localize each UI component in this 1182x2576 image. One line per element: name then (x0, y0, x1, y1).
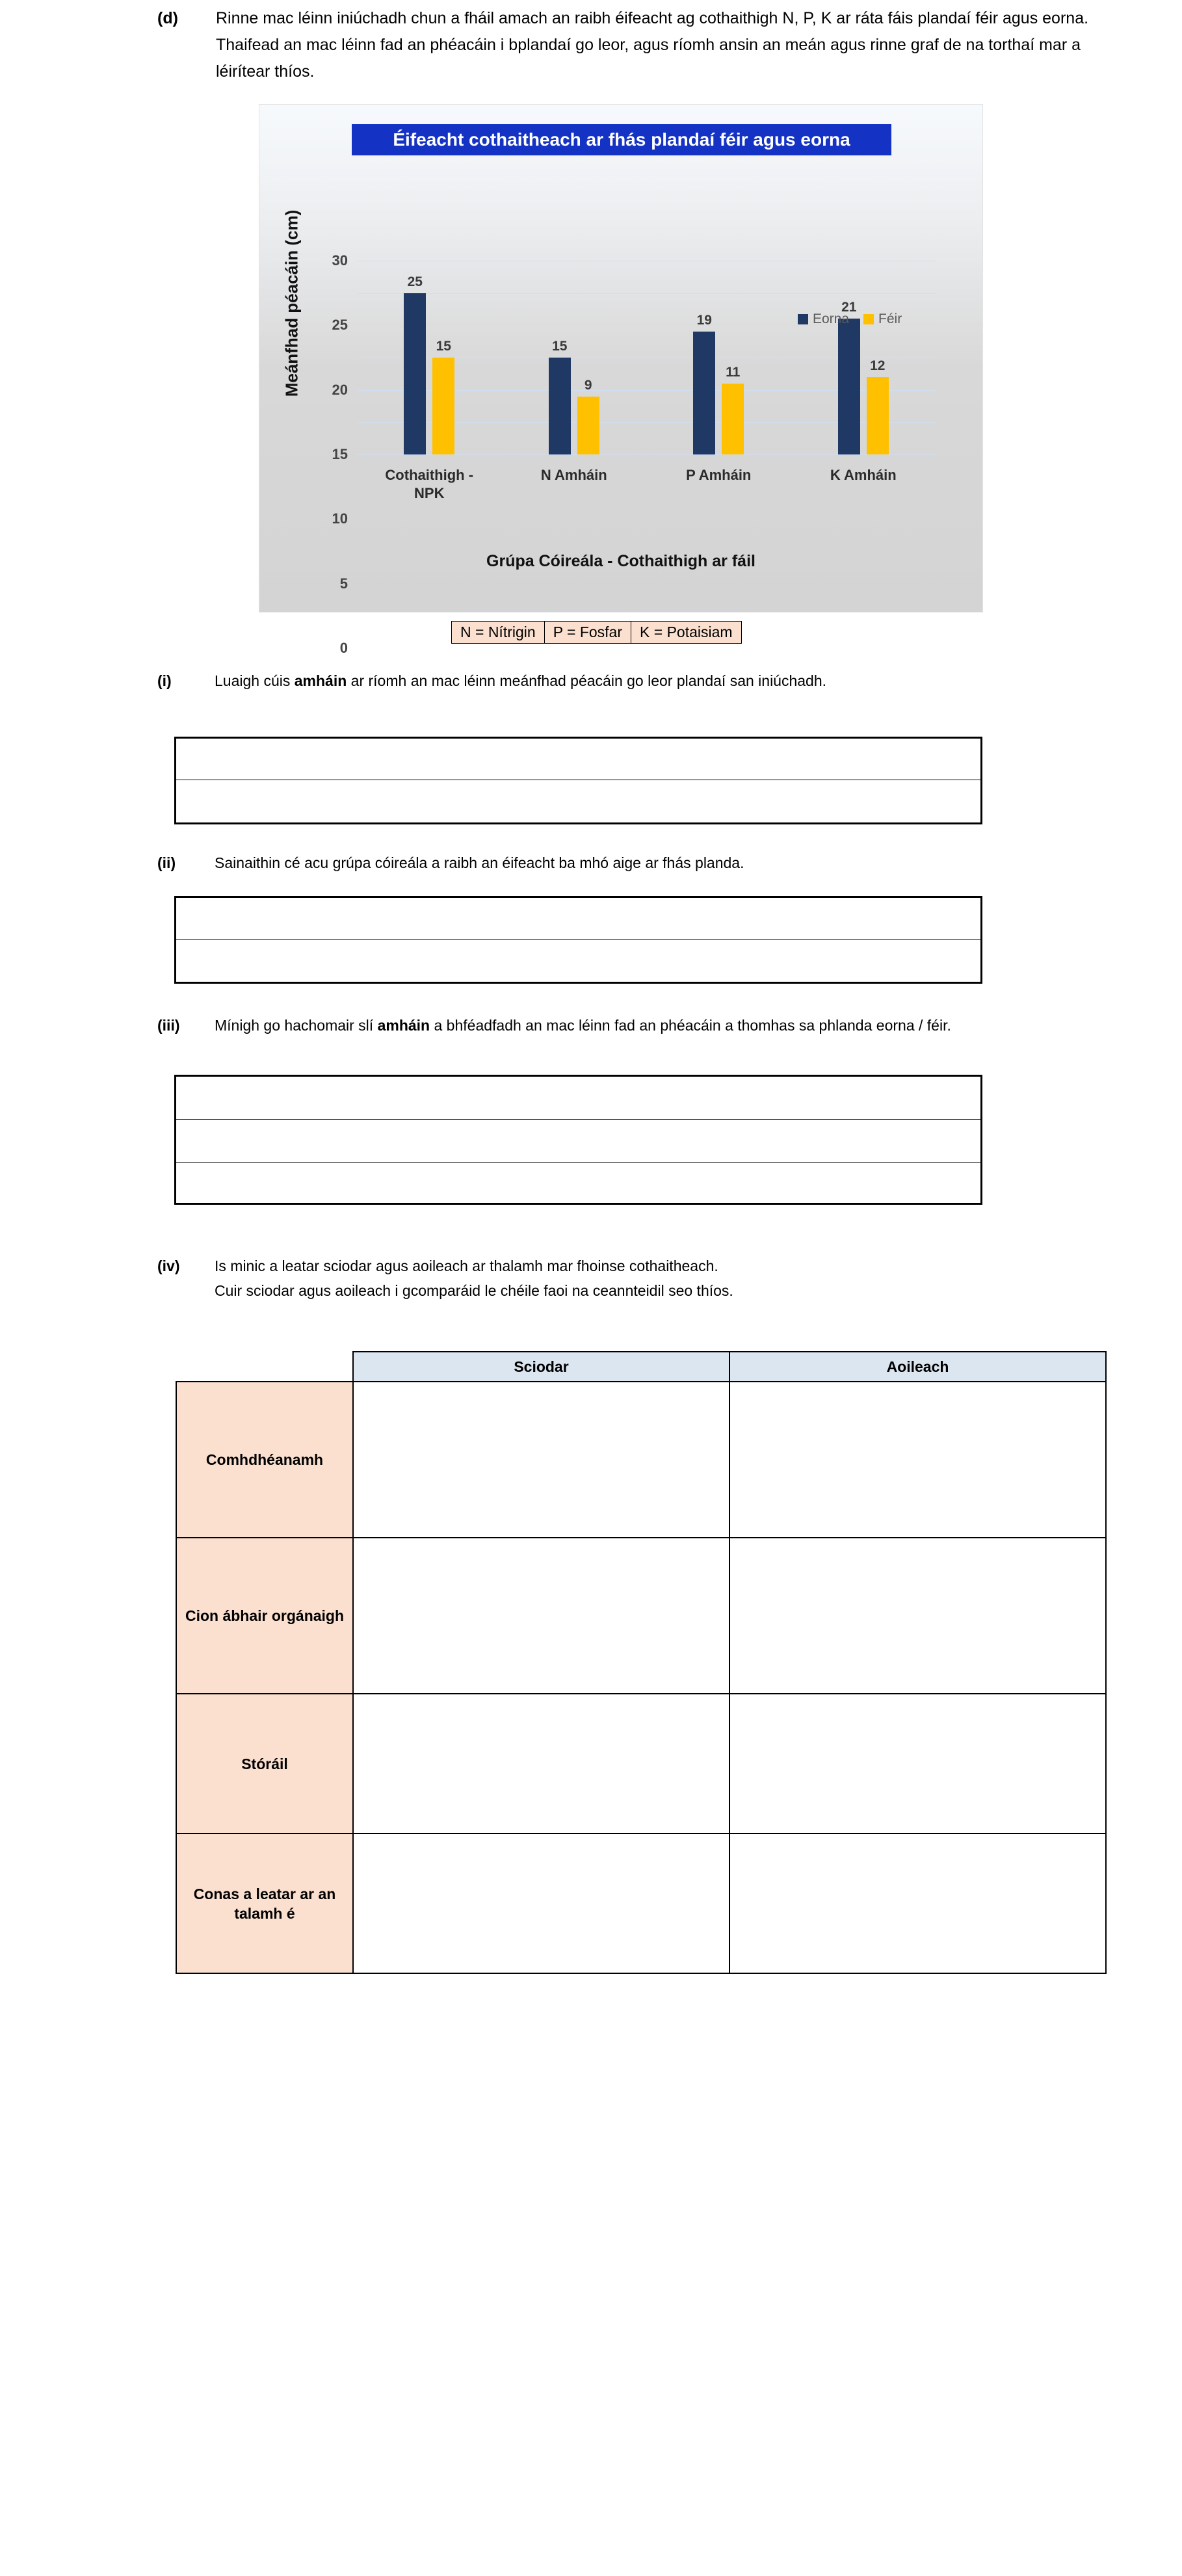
answer-line[interactable] (176, 898, 980, 940)
table-answer-cell[interactable] (729, 1538, 1106, 1694)
question-iii-text: Mínigh go hachomair slí amháin a bhféadfadh an mac léinn fad an phéacáin a thomhas sa phlanda eorna / féir. (215, 1017, 951, 1034)
table-answer-cell[interactable] (353, 1833, 729, 1973)
table-answer-cell[interactable] (353, 1382, 729, 1538)
table-row-header: Comhdhéanamh (176, 1382, 353, 1538)
table-header-row (176, 1352, 1106, 1382)
question-d-label: (d) (157, 9, 178, 27)
chart-legend-item (863, 311, 902, 327)
chart-legend-item (798, 311, 849, 327)
chart-bar-value-label: 11 (726, 364, 741, 380)
npk-key-row (452, 622, 742, 644)
table-row-header: Stóráil (176, 1694, 353, 1833)
chart-y-tick-label: 5 (339, 575, 348, 592)
chart-bar-value-label: 15 (552, 339, 568, 354)
question-i-label: (i) (157, 672, 172, 689)
table-answer-cell[interactable] (353, 1694, 729, 1833)
table-row-header: Conas a leatar ar an talamh é (176, 1833, 353, 1973)
chart-legend (798, 311, 902, 327)
chart-y-tick-label: 20 (332, 381, 348, 398)
answer-box-ii[interactable] (174, 896, 982, 984)
table-column-header-sciodar: Sciodar (353, 1352, 729, 1382)
chart-bar (838, 300, 860, 454)
question-iv-text (215, 1254, 1100, 1303)
chart-bar (404, 274, 426, 454)
chart-y-tick-label: 10 (332, 510, 348, 527)
chart-legend-swatch (863, 314, 874, 324)
answer-line[interactable] (176, 1163, 980, 1205)
chart-legend-swatch (798, 314, 808, 324)
question-ii (157, 850, 1100, 875)
question-i-text: Luaigh cúis amháin ar ríomh an mac léinn meánfhad péacáin go leor plandaí san iniúchadh. (215, 672, 827, 689)
npk-key-p: P = Fosfar (544, 622, 631, 644)
question-i (157, 668, 1100, 693)
answer-line[interactable] (176, 1120, 980, 1163)
chart-bar-value-label: 15 (436, 339, 451, 354)
chart-bar-group (385, 261, 474, 501)
question-ii-label: (ii) (157, 854, 176, 871)
table-answer-cell[interactable] (729, 1694, 1106, 1833)
chart-legend-label: Féir (878, 311, 902, 326)
question-iv-line2: Cuir sciodar agus aoileach i gcomparáid le chéile faoi na ceannteidil seo thíos. (215, 1282, 733, 1299)
chart-x-tick-label: K Amháin (830, 467, 897, 483)
chart-bar (867, 358, 889, 454)
chart-bar-value-label: 12 (870, 358, 886, 373)
chart-bar-value-label: 21 (841, 300, 857, 315)
answer-line[interactable] (176, 780, 980, 822)
chart-bar-value-label: 19 (696, 313, 712, 328)
chart-x-tick-label: P Amháin (686, 467, 752, 483)
chart-x-tick-label: Cothaithigh - NPK (385, 467, 474, 501)
chart-title: Éifeacht cothaitheach ar fhás plandaí féir agus eorna (393, 129, 850, 150)
chart-bar-group (540, 261, 607, 483)
chart-bar (577, 377, 599, 454)
question-ii-text: Sainaithin cé acu grúpa cóireála a raibh an éifeacht ba mhó aige ar fhás planda. (215, 854, 744, 871)
chart-x-tick-label: N Amháin (540, 467, 607, 483)
table-row (176, 1833, 1106, 1973)
chart-bar (432, 339, 454, 454)
table-answer-cell[interactable] (729, 1833, 1106, 1973)
question-iii (157, 1013, 1100, 1038)
table-row (176, 1694, 1106, 1833)
table-row (176, 1538, 1106, 1694)
chart-legend-label: Eorna (813, 311, 850, 326)
answer-box-i[interactable] (174, 737, 982, 824)
chart-y-tick-label: 25 (332, 317, 348, 334)
chart-bar (549, 339, 571, 454)
chart-bar (722, 364, 744, 454)
chart-y-tick-label: 0 (339, 640, 348, 656)
npk-key-table (451, 621, 742, 644)
question-iii-label: (iii) (157, 1017, 180, 1034)
answer-line[interactable] (176, 940, 980, 981)
question-d-text: Rinne mac léinn iniúchadh chun a fháil amach an raibh éifeacht ag cothaithigh N, P, K ar ráta fáis plandaí féir agus eorna. Thaifead an mac léinn fad an phéacáin i bplandaí go leor, agus ríomh ansin an meán agus rinne graf de na torthaí mar a léirítear thíos. (216, 9, 1089, 81)
chart-title-bar (352, 124, 891, 155)
question-d (157, 5, 1100, 85)
answer-line[interactable] (176, 739, 980, 780)
table-row-header: Cion ábhair orgánaigh (176, 1538, 353, 1694)
table-row (176, 1382, 1106, 1538)
chart-y-tick-label: 30 (332, 252, 348, 269)
npk-key-k: K = Potaisiam (631, 622, 742, 644)
chart-bar-value-label: 25 (407, 274, 423, 289)
chart-y-axis-title: Meánfhad péacáin (cm) (282, 209, 302, 397)
chart-bar (693, 313, 715, 454)
table-answer-cell[interactable] (729, 1382, 1106, 1538)
answer-line[interactable] (176, 1077, 980, 1120)
chart-x-axis-title: Grúpa Cóireála - Cothaithigh ar fáil (486, 552, 755, 570)
question-iv-line1: Is minic a leatar sciodar agus aoileach ar thalamh mar fhoinse cothaitheach. (215, 1257, 718, 1274)
chart-bar-group (686, 261, 752, 483)
table-corner-cell (176, 1352, 353, 1382)
chart-y-tick-label: 15 (332, 446, 348, 462)
npk-key-n: N = Nítrigin (452, 622, 545, 644)
table-column-header-aoileach: Aoileach (729, 1352, 1106, 1382)
comparison-table-body (176, 1382, 1106, 1973)
answer-box-iii[interactable] (174, 1075, 982, 1205)
question-iv (157, 1254, 1100, 1303)
table-answer-cell[interactable] (353, 1538, 729, 1694)
question-iv-label: (iv) (157, 1257, 180, 1274)
chart-bar-value-label: 9 (584, 377, 592, 393)
comparison-table (176, 1351, 1107, 1974)
